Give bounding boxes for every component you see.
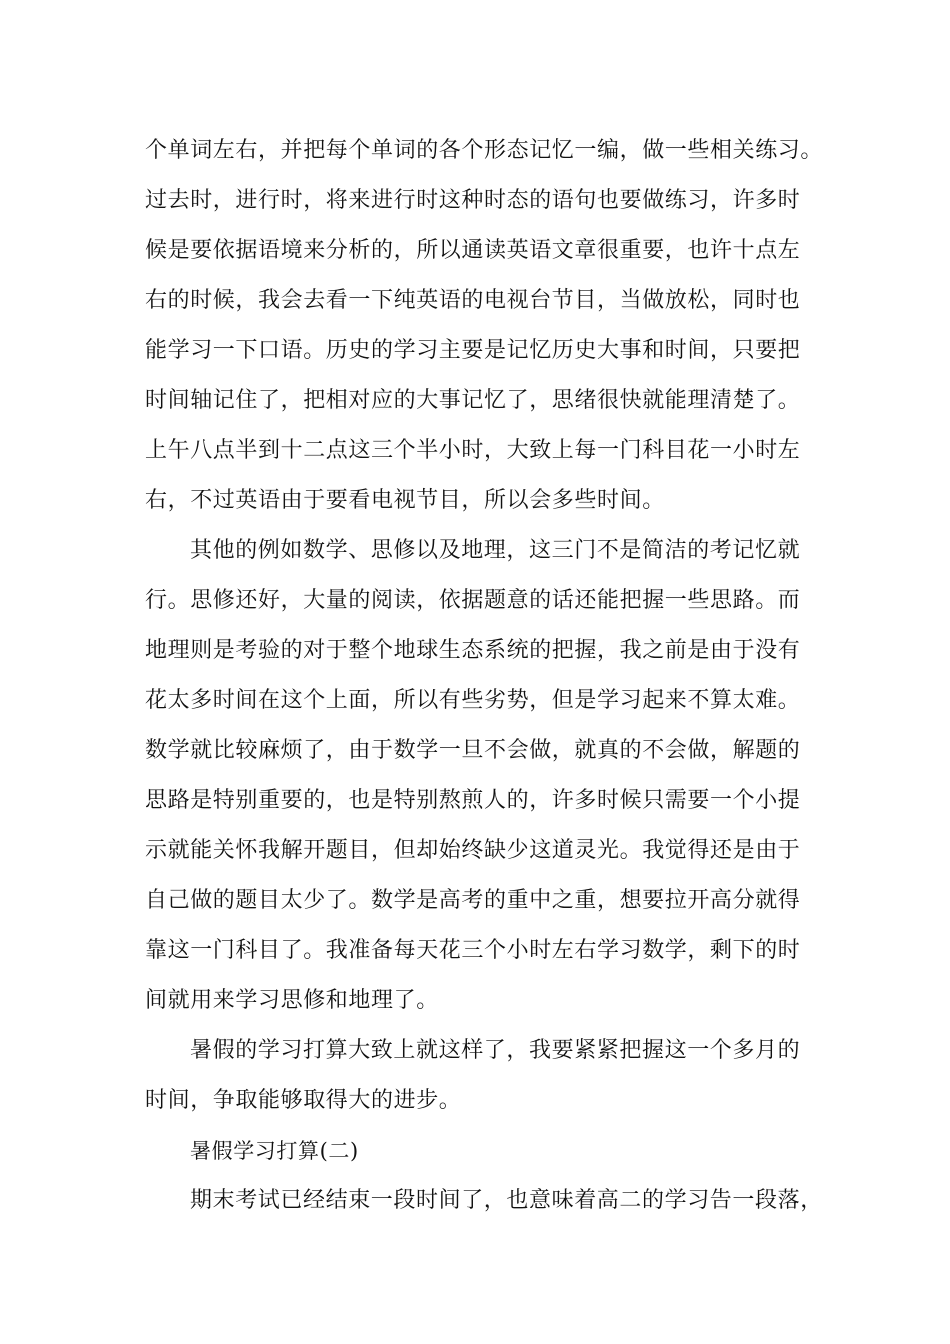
text-line: 间就用来学习思修和地理了。 — [145, 988, 439, 1013]
text-line: 时间，争取能够取得大的进步。 — [145, 1088, 462, 1113]
paragraph-start-line: 暑假的学习打算大致上就这样了，我要紧紧把握这一个多月的 — [190, 1038, 801, 1063]
paragraph-start-line: 其他的例如数学、思修以及地理，这三门不是简洁的考记忆就 — [190, 538, 801, 563]
section-heading: 暑假学习打算(二) — [190, 1139, 359, 1163]
text-line: 示就能关怀我解开题目，但却始终缺少这道灵光。我觉得还是由于 — [145, 838, 801, 863]
text-line: 上午八点半到十二点这三个半小时，大致上每一门科目花一小时左 — [145, 438, 801, 463]
text-line: 右，不过英语由于要看电视节目，所以会多些时间。 — [145, 488, 665, 513]
text-line: 数学就比较麻烦了，由于数学一旦不会做，就真的不会做，解题的 — [145, 738, 801, 763]
text-line: 地理则是考验的对于整个地球生态系统的把握，我之前是由于没有 — [145, 638, 801, 663]
text-line: 花太多时间在这个上面，所以有些劣势，但是学习起来不算太难。 — [145, 688, 801, 713]
text-line: 行。思修还好，大量的阅读，依据题意的话还能把握一些思路。而 — [145, 588, 801, 613]
text-line: 能学习一下口语。历史的学习主要是记忆历史大事和时间，只要把 — [145, 338, 801, 363]
text-line: 时间轴记住了，把相对应的大事记忆了，思绪很快就能理清楚了。 — [145, 388, 801, 413]
text-line: 自己做的题目太少了。数学是高考的重中之重，想要拉开高分就得 — [145, 888, 801, 913]
text-line: 右的时候，我会去看一下纯英语的电视台节目，当做放松，同时也 — [145, 288, 801, 313]
paragraph-start-line: 期末考试已经结束一段时间了，也意味着高二的学习告一段落， — [190, 1188, 823, 1213]
text-line: 个单词左右，并把每个单词的各个形态记忆一编，做一些相关练习。 — [145, 138, 824, 163]
text-line: 过去时，进行时，将来进行时这种时态的语句也要做练习，许多时 — [145, 188, 801, 213]
text-line: 候是要依据语境来分析的，所以通读英语文章很重要，也许十点左 — [145, 238, 801, 263]
text-line: 思路是特别重要的，也是特别熬煎人的，许多时候只需要一个小提 — [145, 788, 801, 813]
text-line: 靠这一门科目了。我准备每天花三个小时左右学习数学，剩下的时 — [145, 938, 801, 963]
